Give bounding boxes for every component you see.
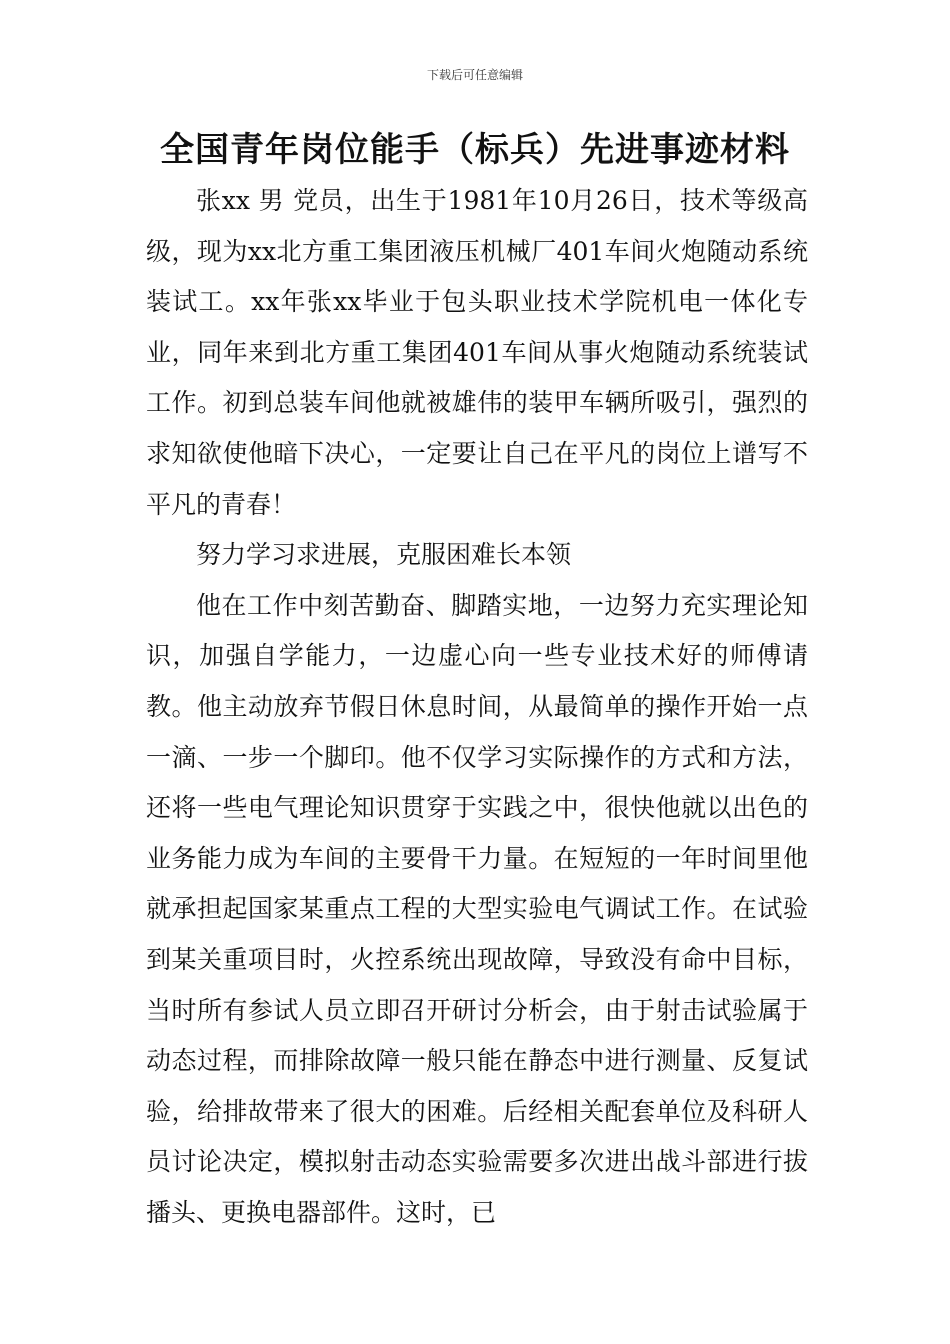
paragraph-section-heading: 努力学习求进展，克服困难长本领 (196, 540, 572, 570)
document-title: 全国青年岗位能手（标兵）先进事迹材料 (160, 130, 790, 170)
document-body (146, 176, 808, 1238)
header-note: 下载后可任意编辑 (426, 68, 523, 82)
paragraph-intro: 张xx 男 党员，出生于1981年10月26日，技术等级高级，现为xx北方重工集团液压机械厂401车间火炮随动系统装试工。xx年张xx毕业于包头职业技术学院机电一体化专业，同年来到北方重工集团401车间从事火炮随动系统装试工作。初到总装车间他就被雄伟的装甲车辆所吸引，强烈的求知欲使他暗下决心，一定要让自己在平凡的岗位上谱写不平凡的青春！ (146, 186, 808, 519)
paragraph-work-story: 他在工作中刻苦勤奋、脚踏实地，一边努力充实理论知识，加强自学能力，一边虚心向一些专业技术好的师傅请教。他主动放弃节假日休息时间，从最简单的操作开始一点一滴、一步一个脚印。他不仅学习实际操作的方式和方法，还将一些电气理论知识贯穿于实践之中，很快他就以出色的业务能力成为车间的主要骨干力量。在短短的一年时间里他就承担起国家某重点工程的大型实验电气调试工作。在试验到某关重项目时，火控系统出现故障，导致没有命中目标，当时所有参试人员立即召开研讨分析会，由于射击试验属于动态过程，而排除故障一般只能在静态中进行测量、反复试验，给排故带来了很大的困难。后经相关配套单位及科研人员讨论决定，模拟射击动态实验需要多次进出战斗部进行拔播头、更换电器部件。这时，已 (146, 590, 808, 1227)
